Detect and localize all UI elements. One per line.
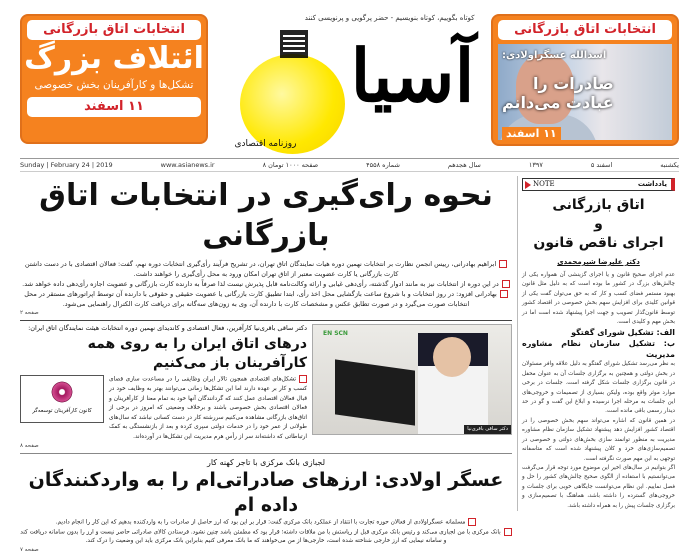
note-title-line: و [594, 216, 603, 232]
flower-logo-icon [50, 380, 74, 404]
lead-paragraph: ابراهیم بهادرانی، رییس انجمن نظارت بر انتخابات نهمین دوره هیات نمایندگان اتاق تهران، در تشریح فرآیند رأی‌گیری انتخابات دوره نهم، گفت: فعالان اقتصادی با در دست داشتن کارت بازرگانی یا کارت عضویت معتبر از اتاق تهران امکان ورود به محل رأی‌گیری را خواهند داشت. [20, 259, 512, 279]
note-paragraph: عدم اجرای صحیح قانون و یا اجرای گزینشی آن همواره یکی از چالش‌های بزرگ در کشور ما بوده است که به دلیل مثل قانون بهبود مستمر فضای کسب و کار که به حق می‌توان گفت یکی از قوانین کلیدی برای افزایش سهم بخش خصوصی در اقتصاد کشور توسط قانون‌گذار تصویب و جهت اجرا پیشنهاد شده است اما در بخش مهم و کلیدی است. [522, 272, 675, 326]
story-body [20, 518, 512, 554]
note-column [517, 176, 679, 511]
promo-label: انتخابات اتاق بازرگانی [27, 20, 201, 40]
masthead-logo [225, 14, 475, 154]
note-paragraph: اگر بتوانیم در سال‌های اخیر این موضوع مورد توجه قرار می‌گرفت می‌توانستیم با استفاده از الگوی صحیح چالش‌های کشور را حل و فصل نماییم. این نظام می‌توانست جایگاهی خوبی برای جلسات و خروجی‌های گسترده را داشته باشد، هماهنگ با تصمیم‌سازی و برگزاری جلسات پیش را به همراه داشته باشد. [522, 464, 675, 509]
page-ref[interactable]: صفحه ۸ [20, 443, 39, 449]
dateline [20, 158, 679, 172]
promo-speaker: اسدالله عسگراولادی: [502, 50, 607, 61]
laptop [335, 359, 415, 425]
interview-headline[interactable]: درهای اتاق ایران را به روی همه کارآفرینان باز می‌کنیم [87, 336, 307, 371]
interview-text: تشکل‌های اقتصادی همچون تالار ایران وظایفی را در مساعدت سازی فضای کسب و کار بر عهده دارند اما این تشکل‌ها زمانی می‌توانند بهتر به وظایف خود در قبال فعالان اقتصادی عمل کنند که گردانندگان آنها خود به تمام معنا از کارآفرینان و فعالان اقتصادی بخش خصوصی باشند و برخلاف وضعیتی که امروز در برخی از اتاق‌های بازرگانی مشاهده می‌کنیم سررشته کار در دست کسانی نباشد که سال‌های طولانی از عمر خود را در خدمات دولتی سپری کرده و بعد از بازنشستگی به کمک ارتباطاتی که داشته‌اند سر از رأس هرم مدیریت این تشکل‌ها در آورده‌اند. [109, 376, 307, 440]
pages-price: ۸ صفحه ۱۰۰۰ تومان [262, 161, 319, 169]
page-ref[interactable]: صفحه ۷ [20, 547, 39, 553]
story-kicker: لجبازی بانک مرکزی با تاجر کهنه کار [206, 458, 326, 467]
promo-box-coalition[interactable] [20, 14, 208, 144]
interview-section [20, 324, 512, 450]
divider [20, 320, 512, 321]
content-area [20, 176, 679, 554]
slogan: کوتاه بگوییم، کوتاه بنویسیم - حضر پرگویی و پرنویسی کنند [304, 14, 475, 22]
interview-body [109, 375, 307, 442]
interview-photo [312, 324, 512, 435]
quote-line-1: صادرات را [532, 74, 614, 93]
story-headline[interactable]: عسگر اولادی: ارزهای صادراتی‌ام را به واردکنندگان داده ام [28, 469, 504, 516]
lead-paragraph: بهادرانی افزود: در روز انتخابات و با شروع ساعت بازگشایی محل اخذ رأی، ابتدا تطبیق کارت بازرگانی یا عضویت حقیقی و حقوقی با دارنده آن توسط اپراتورهای مستقر در محل انتخابات صورت می‌گیرد و در صورت تطابق عکس و مشخصات کارت با دارنده آن، وی به زون‌های سه‌گانه برای دریافت کارت الکترال راهنمایی می‌شود. [20, 289, 512, 309]
masthead-subtitle: روزنامه اقتصادی [234, 139, 297, 149]
photo-logo: EN SCN [323, 330, 348, 337]
note-paragraph: به نظر می‌رسد تشکیل شورای گفتگو به دلیل علاقه وافر مسئولان در بخش دولتی و همچنین به برگزاری جلسات آن به عنوان محفل در قانون برگزاری جلسات شکل گرفته است. جلسات در برخی موارد موثر واقع بوده، ولیکن بسیاری از تصمیمات و خروجی‌های این جلسات به مرحله اجرا نرسیده و ابلاغ این گفت و گو در حد دیدار رسمی باقی مانده است. [522, 361, 675, 415]
interview-text-block [20, 324, 307, 450]
note-label-en: NOTE [533, 180, 555, 188]
promo-quote [502, 74, 614, 112]
ad-box[interactable] [20, 375, 104, 423]
person-face [433, 337, 471, 377]
page-ref[interactable]: صفحه ۲ [20, 310, 39, 316]
lead-paragraph: در این دوره از انتخابات نیز به مانند ادوار گذشته، رأی‌دهی غیابی و ارائه وکالت‌نامه قابل پذیرش نیست لذا صرفاً به دارنده کارت بازرگانی و عضویت اجازه رأی‌دهی داده خواهد شد. [20, 279, 512, 289]
interview-body-row [20, 375, 307, 442]
note-title-line: اتاق بازرگانی [552, 197, 645, 213]
promo-title: ائتلاف بزرگ [24, 41, 204, 76]
promo-date: ۱۱ اسفند [27, 97, 201, 117]
lead-headline[interactable]: نحوه رای‌گیری در انتخابات اتاق بازرگانی [39, 178, 493, 253]
weekday: یکشنبه [660, 161, 679, 169]
note-subheading: الف: تشکیل شورای گفتگو [571, 328, 675, 338]
header-row [20, 14, 679, 154]
note-label-bar [522, 178, 675, 191]
date: ۵ اسفند [590, 161, 613, 169]
note-title-line: اجرای ناقص قانون [533, 235, 664, 251]
story-paragraph: بانک مرکزی با من لجبازی می‌کند و رئیس بانک مرکزی قبل از ریاستش با من ملاقات داشته؛ قرار بود که مطمئن باشد چنین نشود. فرستادن کالای صادراتی حاضر نیست و ارز را بدون سامانه دریافت کند و سامانه نیمایی که ارز خارجی شناخته شده است، خارجی‌ها از من می‌خواهند که ما بانک معرفی کنیم بنابراین بانک مرکزی باید این وضعیت را درک کند. [20, 528, 512, 547]
promo-box-interview[interactable] [491, 14, 679, 146]
note-title[interactable] [522, 196, 675, 253]
lead-summary [20, 259, 512, 317]
story-paragraph: مسلمانه عسگراولادی از فعالان حوزه تجارت با انتقاد از عملکرد بانک مرکزی گفت: قرار بر این بود که ارز حاصل از صادرات را به واردکننده بدهیم که این کار را انجام دادیم. [20, 518, 512, 528]
note-body [522, 271, 675, 511]
website-link[interactable]: www.asianews.ir [160, 161, 215, 169]
english-date: Sunday | February 24 | 2019 [20, 161, 113, 169]
photo-caption: دکتر ساقی باقری‌نیا [464, 425, 511, 434]
portrait-photo [498, 44, 672, 140]
volume: سال هجدهم [447, 161, 481, 169]
interview-kicker: دکتر ساقی باقری‌نیا کارآفرین، فعال اقتصادی و کاندیدای نهمین دوره انتخابات هیئت نمایندگان اتاق ایران: [28, 324, 307, 332]
masthead-name: آسیا [350, 33, 475, 118]
main-column [20, 176, 512, 554]
note-label: یادداشت [637, 180, 667, 188]
promo-date: ۱۱ اسفند [502, 127, 561, 140]
year: ۱۳۹۷ [528, 161, 543, 169]
qr-code-icon [280, 30, 308, 58]
divider [20, 453, 512, 454]
note-subheading: ب: تشکیل سازمان نظام مشاوره مدیریت [522, 339, 675, 360]
note-author: دکتر علیرضا شیرمحمدی [557, 258, 640, 266]
note-paragraph: در همین قانون که اشاره می‌تواند سهم بخش خصوصی را در اقتصاد کشور افزایش دهد پیشنهاد تشکیل سازمان نظام مشاوره مدیریت به منظور توانمند سازی بخش‌های دولتی و خصوصی در تصمیم‌سازی‌های خرد و کلان پیشنهاد شده است که متاسفانه توجهی به این مهم صورت نگرفته است. [522, 417, 675, 462]
quote-line-2: عبادت می‌دانم [502, 93, 614, 112]
arrow-icon [525, 181, 531, 189]
issue-number: شماره ۴۵۵۸ [366, 161, 400, 169]
promo-label: انتخابات اتاق بازرگانی [498, 20, 672, 40]
ad-caption: کانون کارآفرینان توسعه‌گر [32, 408, 92, 414]
promo-subtitle: تشکل‌ها و کارآفرینان بخش خصوصی [34, 79, 194, 91]
